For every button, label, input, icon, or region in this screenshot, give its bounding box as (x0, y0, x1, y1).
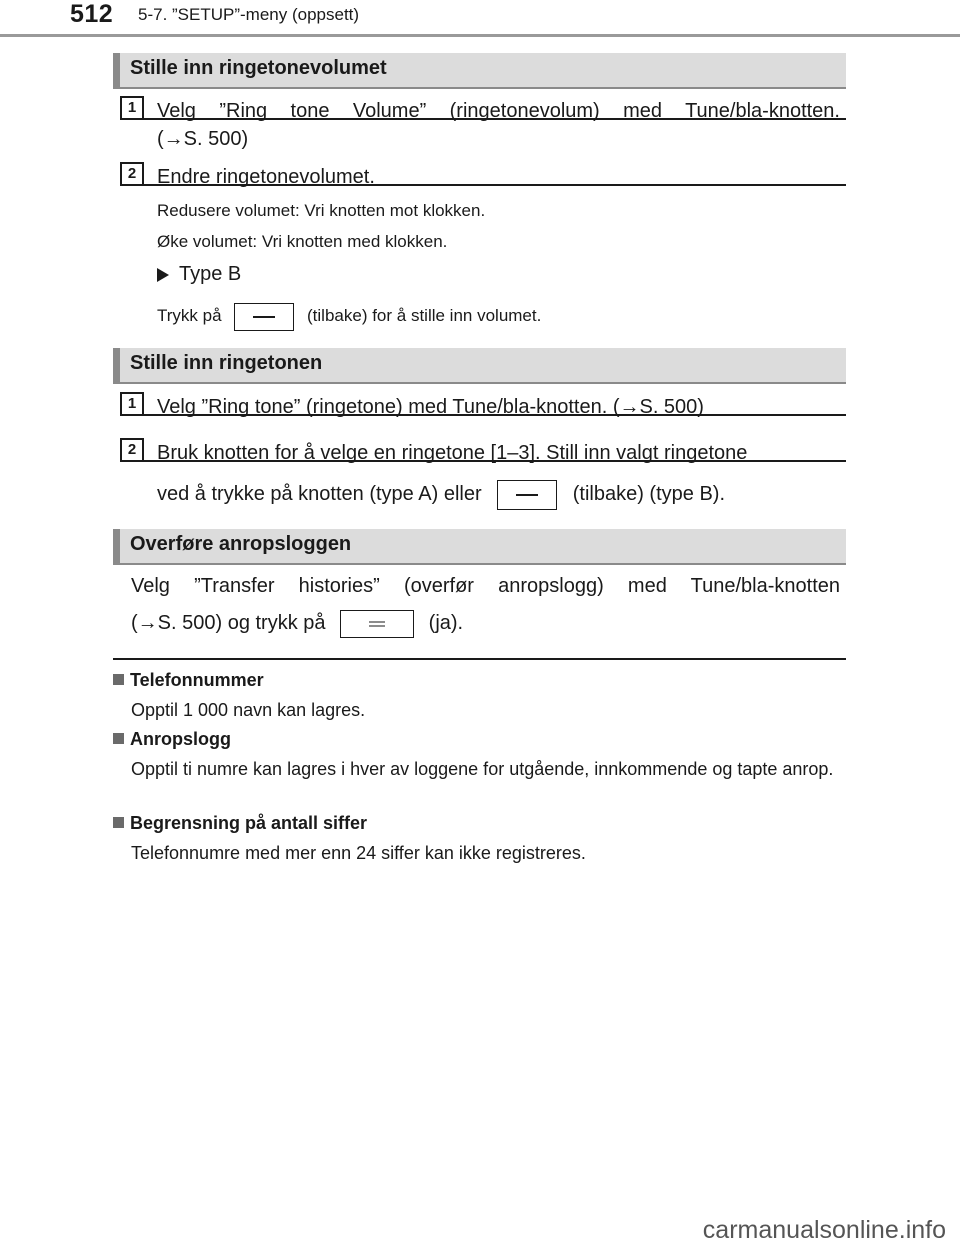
yes-button-icon (340, 610, 414, 638)
square-bullet-icon (113, 733, 124, 744)
type-b-text: Type B (179, 263, 242, 285)
section-accent (113, 348, 120, 382)
step-number: 2 (120, 438, 144, 462)
step-text: Velg ”Ring tone” (ringetone) med Tune/bla-knotten. (→S. 500) (157, 396, 704, 418)
note-heading: Telefonnummer (113, 670, 264, 691)
back-button-icon (497, 480, 557, 510)
section-accent (113, 529, 120, 563)
chapter-title: 5-7. ”SETUP”-meny (oppsett) (138, 5, 360, 24)
press-text: (tilbake) for å stille inn volumet. (307, 306, 542, 325)
step-text: Endre ringetonevolumet. (157, 166, 375, 188)
square-bullet-icon (113, 674, 124, 685)
instruction-text: Redusere volumet: Vri knotten mot klokken. (157, 201, 486, 220)
section-header-ringtone (113, 348, 846, 384)
step-text: Velg ”Ring tone Volume” (ringetonevolum) med Tune/bla-knotten. (157, 100, 840, 122)
step-text: Bruk knotten for å velge en ringetone [1–3]. Still inn valgt ringetone (157, 442, 748, 464)
step-text-part: (tilbake) (type B). (572, 483, 725, 505)
back-button-icon (234, 303, 294, 331)
triangle-bullet-icon (157, 268, 169, 282)
step-number: 1 (120, 392, 144, 416)
step-text-part: ved å trykke på knotten (type A) eller (157, 483, 482, 505)
page-number: 512 (70, 0, 114, 28)
note-text: Opptil 1 000 navn kan lagres. (131, 700, 366, 720)
press-text: Trykk på (157, 306, 222, 325)
step-number: 1 (120, 96, 144, 120)
step-text: (→S. 500) (157, 128, 249, 150)
notes-divider (113, 658, 846, 660)
square-bullet-icon (113, 817, 124, 828)
transfer-text: Velg ”Transfer histories” (overfør anropslogg) med Tune/bla-knotten (131, 575, 840, 597)
watermark: carmanualsonline.info (702, 1216, 946, 1244)
transfer-text-part: (ja). (428, 612, 464, 634)
header-divider (0, 34, 960, 37)
section-title: Stille inn ringetonen (130, 352, 323, 374)
section-header-ringtone-volume (113, 53, 846, 89)
type-b-label (157, 261, 241, 288)
note-heading: Anropslogg (113, 729, 231, 750)
note-text: Opptil ti numre kan lagres i hver av loggene for utgående, innkommende og tapte anrop. (131, 759, 834, 779)
step-number: 2 (120, 162, 144, 186)
step-text (157, 478, 725, 510)
transfer-text-part: (→S. 500) og trykk på (131, 612, 326, 634)
note-text: Telefonnumre med mer enn 24 siffer kan ikke registreres. (131, 843, 586, 863)
section-title: Overføre anropsloggen (130, 533, 352, 555)
section-title: Stille inn ringetonevolumet (130, 57, 387, 79)
transfer-text (131, 607, 463, 639)
instruction-text: Øke volumet: Vri knotten med klokken. (157, 232, 448, 251)
section-header-transfer-log (113, 529, 846, 565)
section-accent (113, 53, 120, 87)
press-back-instruction (157, 300, 541, 332)
note-heading: Begrensning på antall siffer (113, 813, 367, 834)
